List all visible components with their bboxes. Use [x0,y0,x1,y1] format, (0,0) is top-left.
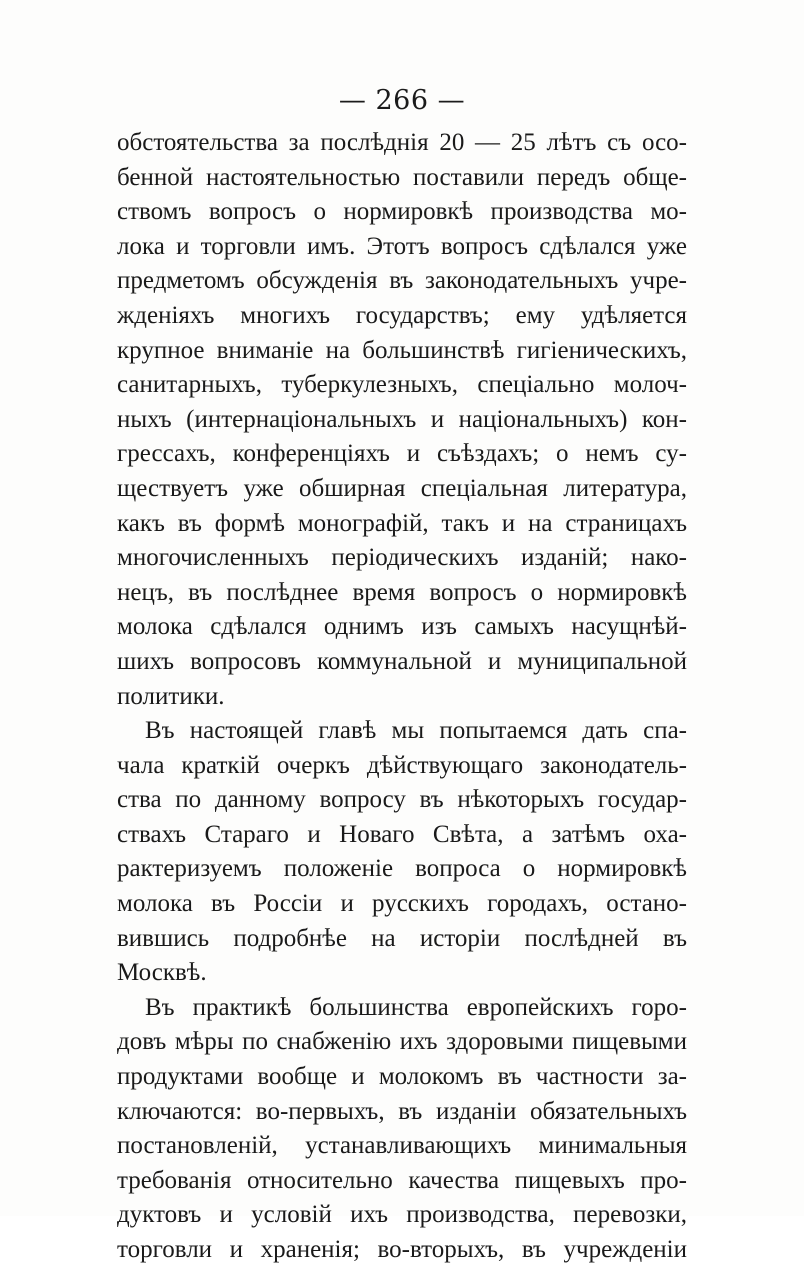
text-line: шихъ вопросовъ коммунальной и муниципальной [117,647,687,675]
text-line: лока и торговли имъ. Этотъ вопросъ сдѣлался уже [117,232,687,260]
text-line: вившись подробнѣе на исторіи послѣдней въ [117,924,687,952]
text-line: довъ мѣры по снабженію ихъ здоровыми пищевыми [117,1028,687,1056]
page-number: — 266 — [338,85,466,116]
text-line: торговли и храненія; во-вторыхъ, въ учрежденіи [117,1236,687,1263]
body-text [117,126,687,1268]
text-line: продуктами вообще и молокомъ въ частности за- [117,1063,687,1091]
text-line: чала краткій очеркъ дѣйствующаго законодатель- [117,751,687,779]
text-line: бенной настоятельностью поставили передъ обще- [117,163,687,191]
text-line: молока въ Россіи и русскихъ городахъ, остано- [117,890,687,918]
text-line: ствомъ вопросъ о нормировкѣ производства мо- [117,198,687,226]
text-line: ществуетъ уже обширная спеціальная литература, [117,474,687,502]
text-line: ства по данному вопросу въ нѣкоторыхъ государ- [117,786,687,814]
text-line: дуктовъ и условій ихъ производства, перевозки, [117,1201,687,1229]
text-line: постановленій, устанавливающихъ минимальныя [117,1132,687,1160]
text-line: санитарныхъ, туберкулезныхъ, спеціально молоч- [117,371,687,399]
text-line: ныхъ (интернаціональныхъ и національныхъ) кон- [117,405,687,433]
text-line: требованія относительно качества пищевыхъ про- [117,1166,687,1194]
text-line: обстоятельства за послѣднія 20 — 25 лѣтъ съ осо- [117,129,687,156]
text-line: какъ въ формѣ монографій, такъ и на страницахъ [117,509,687,537]
text-line: ствахъ Стараго и Новаго Свѣта, а затѣмъ оха- [117,820,687,848]
text-line: ключаются: во-первыхъ, въ изданіи обязательныхъ [117,1097,687,1125]
text-line: многочисленныхъ періодическихъ изданій; нако- [117,544,687,572]
text-line: грессахъ, конференціяхъ и съѣздахъ; о немъ су- [117,440,687,468]
paragraph-1 [117,126,687,714]
paragraph-3 [117,991,687,1268]
text-line: политики. [117,682,225,710]
text-line: Въ практикѣ большинства европейскихъ горо- [145,993,687,1021]
text-line: предметомъ обсужденія въ законодательныхъ учре- [117,267,687,295]
text-line: Москвѣ. [117,959,207,987]
text-line: рактеризуемъ положеніе вопроса о нормировкѣ [117,855,687,883]
text-line: молока сдѣлался однимъ изъ самыхъ насущнѣй- [117,613,687,641]
text-line: крупное вниманіе на большинствѣ гигіеническихъ, [117,336,687,364]
text-line: жденіяхъ многихъ государствъ; ему удѣляется [117,301,687,329]
text-line: Въ настоящей главѣ мы попытаемся дать спа- [145,717,687,745]
paragraph-2 [117,714,687,991]
text-line: нецъ, въ послѣднее время вопросъ о нормировкѣ [117,578,687,606]
